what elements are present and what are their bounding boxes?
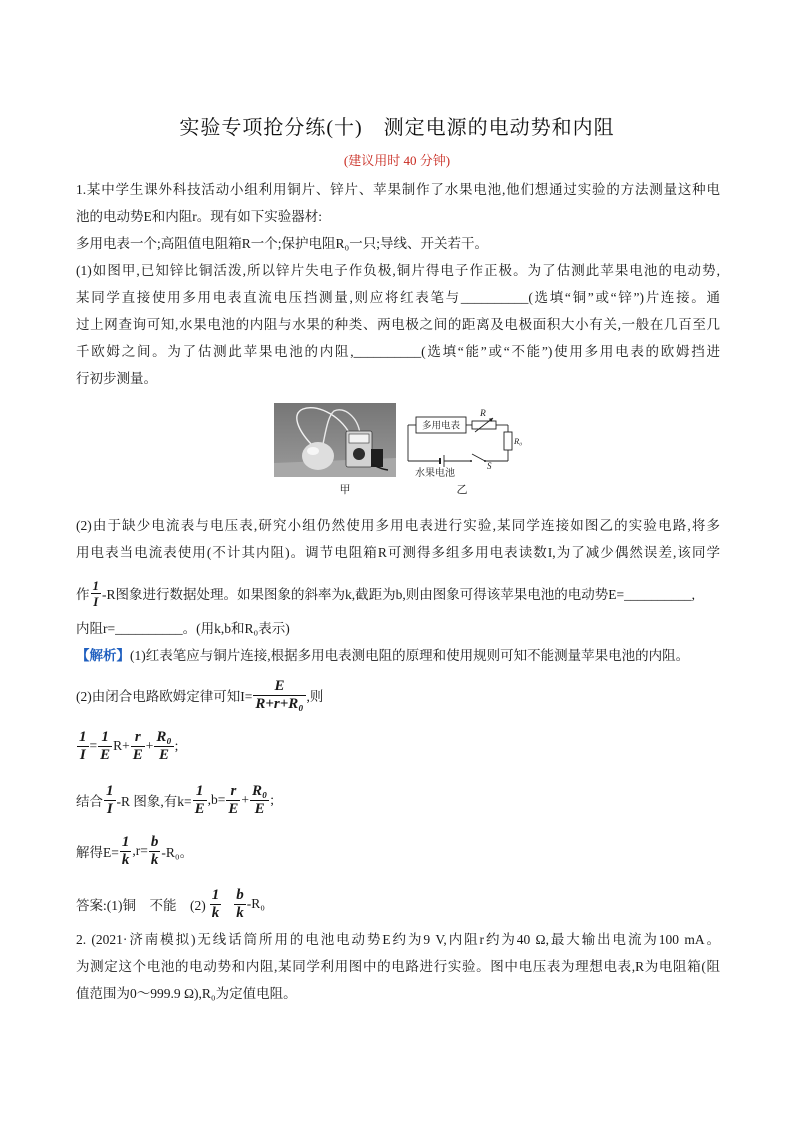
switch-contact (470, 460, 472, 462)
resistor-label: R (480, 409, 486, 419)
combine-graph-line (76, 780, 720, 820)
fraction-numerator: R₀ (156, 728, 172, 745)
fraction (120, 834, 132, 869)
text-segment: 结合 (76, 794, 103, 809)
fraction (226, 783, 240, 818)
fraction-denominator: I (93, 593, 99, 609)
q1-line: 池的电动势E和内阻r。现有如下实验器材: (76, 209, 322, 224)
ohm-law-line (76, 675, 720, 715)
fraction (210, 887, 222, 922)
fraction-1-over-i (91, 578, 102, 609)
fraction (149, 834, 161, 869)
fraction-numerator: 1 (211, 886, 220, 903)
analysis-text: (1)红表笔应与铜片连接,根据多用电表测电阻的原理和使用规则可知不能测量苹果电池的内阻。 (130, 648, 690, 663)
text-segment: + (145, 738, 154, 753)
fraction-denominator: E (159, 746, 170, 763)
fraction-denominator: E (254, 800, 265, 817)
fraction-denominator: E (100, 746, 111, 763)
circuit-figure (405, 403, 525, 479)
fraction-denominator: E (228, 800, 239, 817)
text-segment: -R图象进行数据处理。如果图象的斜率为k,截距为b,则由图象可得该苹果电池的电动势E=__________, (102, 587, 695, 602)
multimeter-display (349, 434, 369, 443)
fraction-numerator: b (236, 886, 244, 903)
fraction-denominator: E (132, 746, 143, 763)
battery-label: 水果电池 (415, 468, 455, 479)
fraction-numerator: 1 (79, 728, 87, 745)
text-segment: -R₀。 (161, 845, 194, 860)
q2-stem (76, 926, 720, 1007)
analysis-part1 (76, 642, 720, 669)
apple-battery-photo (274, 403, 396, 477)
answer-line (76, 884, 720, 924)
text-segment: = (89, 738, 98, 753)
fraction-denominator: I (106, 800, 113, 817)
text-segment: -R₀ (246, 896, 265, 911)
text-segment: + (241, 792, 250, 807)
figure-caption-jia: 甲 (339, 484, 351, 496)
reciprocal-equation-line (76, 726, 720, 766)
q1-line: 过上网查询可知,水果电池的内阻与水果的种类、两电极之间的距离及电极面积大小有关,一般在几百至几 (76, 317, 720, 332)
q1-part2-line: 用电表当电流表使用(不计其内阻)。调节电阻箱R可测得多组多用电表读数I,为了减少偶然误差,该同学 (76, 545, 720, 560)
fraction (193, 783, 207, 818)
figure-caption-yi: 乙 (456, 484, 468, 496)
fraction-denominator: E (194, 800, 205, 817)
apple-highlight (307, 447, 319, 455)
multimeter-label: 多用电表 (421, 421, 461, 432)
fraction-numerator: 1 (98, 729, 112, 747)
switch-label: S (487, 461, 492, 471)
q1-line: 多用电表一个;高阻值电阻箱R一个;保护电阻R₀一只;导线、开关若干。 (76, 236, 488, 251)
q1-line: 行初步测量。 (76, 371, 157, 386)
fraction-numerator: r (131, 729, 145, 747)
q1-line: 千欧姆之间。为了估测此苹果电池的内阻,__________(选填“能”或“不能”)使用多用电表的欧姆挡进 (76, 344, 720, 359)
fraction-numerator: b (150, 833, 159, 850)
text-segment: ; (270, 792, 275, 807)
fraction-numerator: R₀ (252, 782, 268, 799)
q1-stem (76, 176, 720, 392)
fraction (104, 783, 116, 818)
switch-blade (472, 454, 485, 461)
fraction (250, 783, 269, 818)
fraction-numerator: 1 (106, 782, 114, 799)
analysis-tag: 【解析】 (76, 648, 130, 663)
text-segment: -R 图象,有k= (116, 794, 192, 809)
text-segment: 作 (76, 587, 90, 602)
q2-line: 值范围为0～999.9 Ω),R₀为定值电阻。 (76, 986, 297, 1001)
fraction-denominator: k (211, 904, 220, 921)
text-segment: ,则 (306, 689, 324, 704)
fraction-denominator: R+r+R₀ (255, 695, 304, 712)
multimeter-dial (353, 448, 365, 460)
solve-line (76, 831, 720, 871)
fraction-numerator: 1 (193, 783, 207, 801)
page-title: 实验专项抢分练(十) 测定电源的电动势和内阻 (179, 117, 615, 139)
text-segment: ,r= (132, 843, 148, 858)
fraction-numerator: 1 (121, 833, 130, 850)
q1-part2-line: 内阻r=__________。(用k,b和R₀表示) (76, 621, 290, 636)
fraction-denominator: k (121, 851, 130, 868)
protective-resistor (504, 432, 512, 450)
fraction (154, 729, 173, 764)
apple (302, 442, 334, 470)
circuit-diagram (405, 403, 525, 479)
answer-text: 答案:(1)铜 不能 (2) (76, 898, 206, 913)
fraction (131, 729, 145, 764)
fraction-denominator: I (79, 746, 86, 763)
fraction-numerator: r (226, 783, 240, 801)
text-segment: (2)由闭合电路欧姆定律可知I= (76, 689, 253, 704)
fraction-denominator: k (236, 904, 244, 921)
q1-part2-line: (2)由于缺少电流表与电压表,研究小组仍然使用多用电表进行实验,某同学连接如图乙的实验电路,将多 (76, 518, 720, 533)
fraction-current (253, 678, 305, 713)
text-segment: ,b= (207, 792, 226, 807)
q2-line: 为测定这个电池的电动势和内阻,某同学利用图中的电路进行实验。图中电压表为理想电表,R为电阻箱(阻 (76, 959, 720, 974)
q1-part2 (76, 512, 720, 566)
fraction (77, 729, 89, 764)
fraction-denominator: k (150, 851, 159, 868)
switch-pivot (484, 460, 486, 462)
q2-line: 2. (2021·济南模拟)无线话筒所用的电池电动势E约为9 V,内阻r约为40 Ω,最大输出电流为100 mA。 (76, 932, 720, 947)
fraction (98, 729, 112, 764)
text-segment: R+ (113, 738, 130, 753)
subtitle: (建议用时 40 分钟) (343, 153, 451, 168)
q1-line: 某同学直接使用多用电表直流电压挡测量,则应将红表笔与__________(选填“铜”或“锌”)片连接。通 (76, 290, 720, 305)
text-segment: 解得E= (76, 845, 119, 860)
fraction-numerator: 1 (92, 577, 99, 593)
text-segment: ; (174, 738, 179, 753)
q1-part2-graph-line (76, 573, 720, 613)
q1-line: (1)如图甲,已知锌比铜活泼,所以锌片失电子作负极,铜片得电子作正极。为了估测此苹果电池的电动势, (76, 263, 720, 278)
fraction (234, 887, 246, 922)
q1-line: 1.某中学生课外科技活动小组利用铜片、锌片、苹果制作了水果电池,他们想通过实验的方法测量这种电 (76, 182, 720, 197)
r0-label: R₀ (514, 436, 523, 446)
fraction-numerator: E (253, 678, 305, 696)
apple-battery-photo-svg (274, 403, 396, 477)
